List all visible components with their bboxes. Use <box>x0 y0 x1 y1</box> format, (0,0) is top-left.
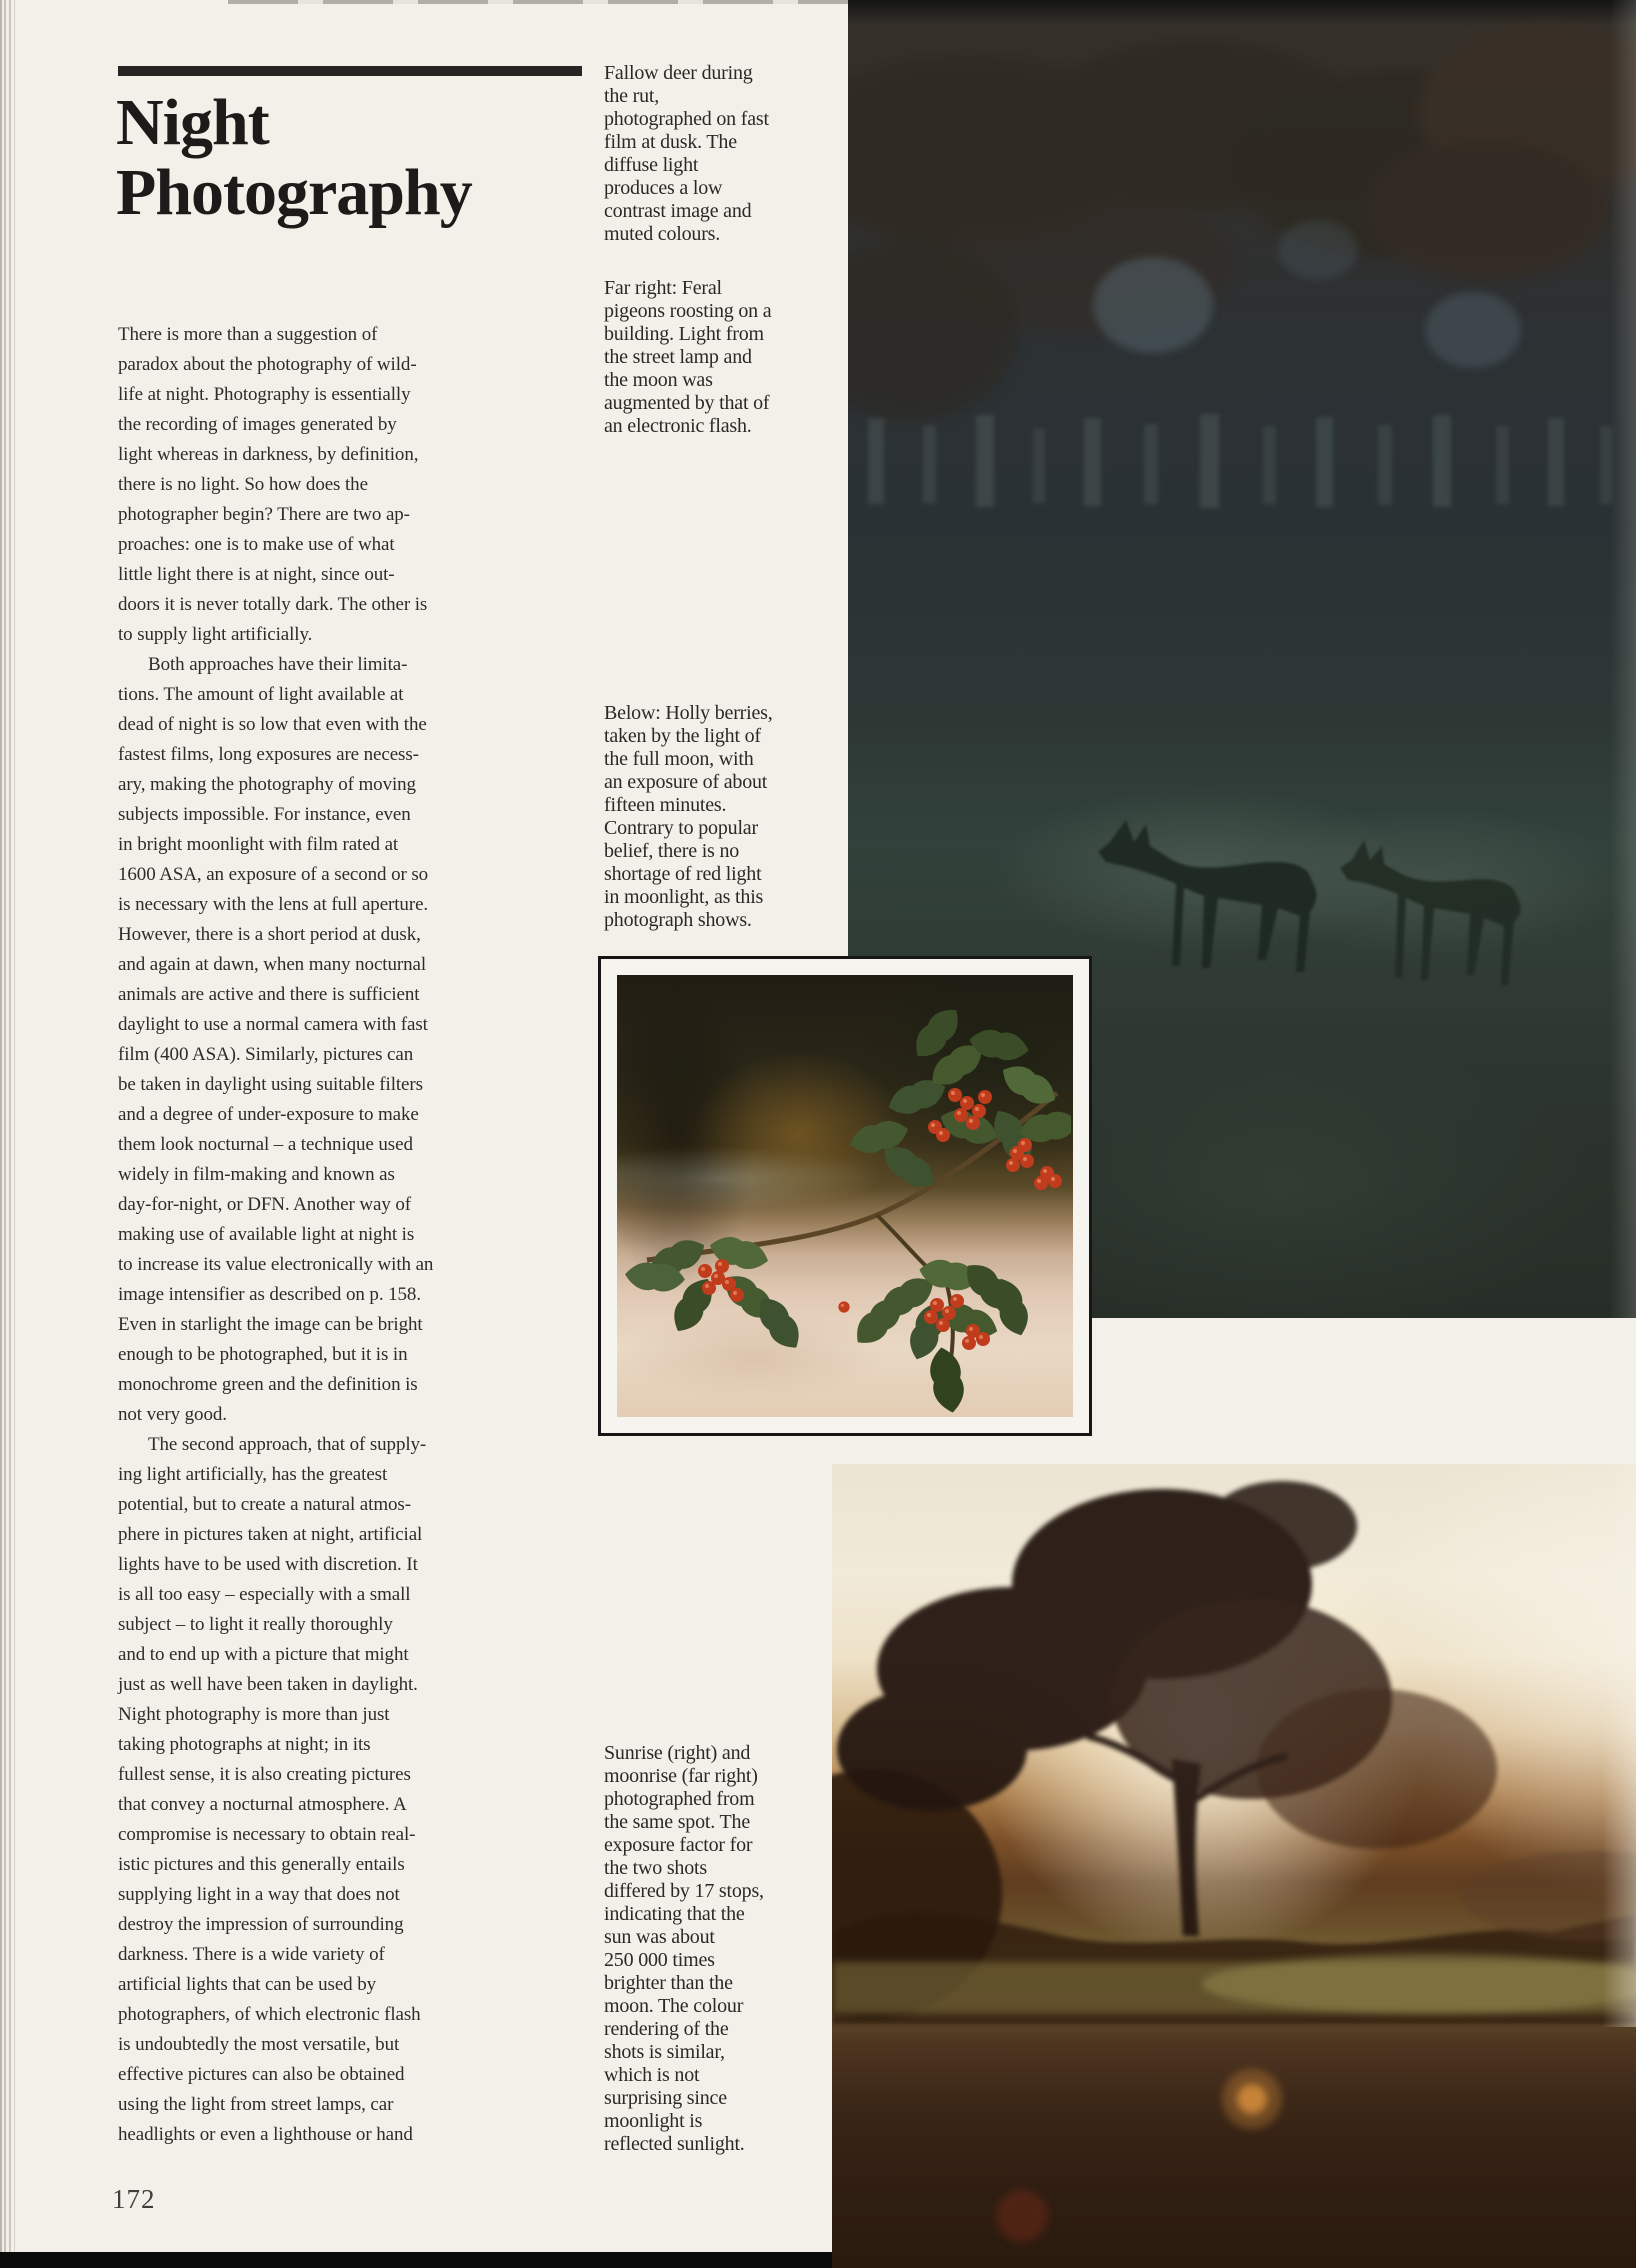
body-paragraph-1: There is more than a suggestion of paradox about the photography of wild- life at night. Photography is essentially the recording of images generated by light whereas in darkness, by definition, there is no light. So how does the photographer begin? There are two ap- proaches: one is to make use of what little light there is at night, since out- doors it is never totally dark. The other is to supply light artificially. <box>118 324 428 645</box>
caption-feral-pigeons: Far right: Feral pigeons roosting on a building. Light from the street lamp and the moon was augmented by that of an electronic flash. <box>604 277 772 437</box>
photo-holly-berries <box>617 975 1073 1417</box>
holly-photo-graphic <box>617 975 1071 1415</box>
title-line-1: Night <box>116 86 269 159</box>
body-paragraph-3: The second approach, that of supply- ing light artificially, has the greatest potential, but to create a natural atmos- phere in pictures taken at night, artificial lights have to be used with discretion. It is all too easy – especially with a small subject – to light it really thoroughly and to end up with a picture that might just as well have been taken in daylight. Night photography is more than just taking photographs at night; in its fullest sense, it is also creating pictures that convey a nocturnal atmosphere. A compromise is necessary to obtain real- istic pictures and this generally entails supplying light in a way that does not destroy the impression of surrounding darkness. There is a wide variety of artificial lights that can be used by photographers, of which electronic flash is undoubtedly the most versatile, but effective pictures can also be obtained using the light from street lamps, car headlights or even a lighthouse or hand <box>118 1434 427 2145</box>
body-paragraph-2: Both approaches have their limita- tions. The amount of light available at dead of night is so low that even with the fastest films, long exposures are necess- ary, making the photography of moving subjects impossible. For instance, even in bright moonlight with film rated at 1600 ASA, an exposure of a second or so is necessary with the lens at full aperture. However, there is a short period at dusk, and again at dawn, when many nocturnal animals are active and there is sufficient daylight to use a normal camera with fast film (400 ASA). Similarly, pictures can be taken in daylight using suitable filters and a degree of under-exposure to make them look nocturnal – a technique used widely in film-making and known as day-for-night, or DFN. Another way of making use of available light at night is to increase its value electronically with an image intensifier as described on p. 158. Even in starlight the image can be bright enough to be photographed, but it is in monochrome green and the definition is not very good. <box>118 654 434 1425</box>
caption-holly-berries: Below: Holly berries, taken by the light of the full moon, with an exposure of about fifteen minutes. Contrary to popular belief, there is no shortage of red light in moonlight, as this photograph shows. <box>604 702 773 931</box>
title-line-2: Photography <box>116 156 472 229</box>
article-title <box>116 88 472 228</box>
photo-sunrise-tree <box>832 1464 1636 2268</box>
article-body <box>118 320 498 2150</box>
page-number: 172 <box>112 2184 156 2214</box>
page-edge-highlight <box>1610 0 1636 1318</box>
title-rule <box>118 66 582 76</box>
page-edge-highlight <box>1602 1464 1636 2027</box>
binding-edge <box>0 0 20 2268</box>
deer-silhouette-right <box>1340 840 1521 985</box>
photo-holly-frame <box>598 956 1092 1436</box>
deer-silhouette-left <box>1098 820 1317 972</box>
caption-sunrise-moonrise: Sunrise (right) and moonrise (far right) photographed from the same spot. The exposure factor for the two shots differed by 17 stops, indicating that the sun was about 250 000 times brighter than the moon. The colour rendering of the shots is similar, which is not surprising since moonlight is reflected sunlight. <box>604 1742 764 2155</box>
sunrise-photo-graphic <box>832 1464 1636 2268</box>
caption-fallow-deer: Fallow deer during the rut, photographed on fast film at dusk. The diffuse light produces a low contrast image and muted colours. <box>604 62 769 245</box>
